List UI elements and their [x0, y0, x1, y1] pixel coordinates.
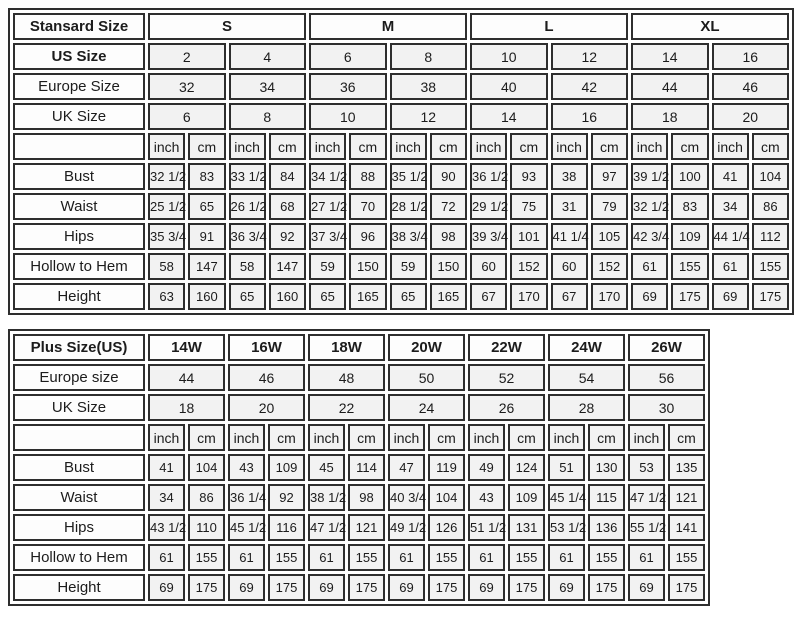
measurement-value: 175	[668, 574, 705, 601]
measurement-value: 175	[428, 574, 465, 601]
measurement-value: 109	[508, 484, 545, 511]
size-value: 6	[148, 103, 226, 130]
measurement-value: 35 3/4	[148, 223, 185, 250]
measurement-value: 155	[428, 544, 465, 571]
measurement-value: 97	[591, 163, 628, 190]
measurement-value: 61	[308, 544, 345, 571]
size-value: 14	[631, 43, 709, 70]
size-value: 40	[470, 73, 548, 100]
row-label: UK Size	[13, 394, 145, 421]
measurement-label: Waist	[13, 484, 145, 511]
measurement-value: 98	[348, 484, 385, 511]
measurement-value: 155	[671, 253, 708, 280]
size-value: 42	[551, 73, 629, 100]
unit-inch-label: inch	[712, 133, 749, 160]
measurement-value: 40 3/4	[388, 484, 425, 511]
measurement-value: 27 1/2	[309, 193, 346, 220]
size-value: 18	[148, 394, 225, 421]
measurement-value: 38	[551, 163, 588, 190]
table-row	[13, 334, 705, 361]
measurement-value: 35 1/2	[390, 163, 427, 190]
measurement-label: Height	[13, 574, 145, 601]
measurement-value: 147	[188, 253, 225, 280]
measurement-value: 34	[712, 193, 749, 220]
measurement-value: 38 1/2	[308, 484, 345, 511]
size-value: 38	[390, 73, 468, 100]
measurement-value: 150	[349, 253, 386, 280]
table-row	[13, 544, 705, 571]
size-value: 48	[308, 364, 385, 391]
measurement-value: 34	[148, 484, 185, 511]
measurement-value: 61	[712, 253, 749, 280]
measurement-value: 155	[508, 544, 545, 571]
measurement-value: 61	[631, 253, 668, 280]
table-row	[13, 424, 705, 451]
measurement-value: 136	[588, 514, 625, 541]
unit-cm-label: cm	[348, 424, 385, 451]
measurement-value: 34 1/2	[309, 163, 346, 190]
measurement-value: 58	[229, 253, 266, 280]
size-value: 12	[390, 103, 468, 130]
empty-cell	[13, 133, 145, 160]
measurement-value: 165	[430, 283, 467, 310]
measurement-value: 93	[510, 163, 547, 190]
measurement-value: 25 1/2	[148, 193, 185, 220]
size-value: 10	[309, 103, 387, 130]
table-row	[13, 133, 789, 160]
measurement-value: 69	[628, 574, 665, 601]
measurement-value: 69	[712, 283, 749, 310]
table-row	[13, 13, 789, 40]
measurement-value: 155	[348, 544, 385, 571]
measurement-value: 150	[430, 253, 467, 280]
standard-size-table	[8, 8, 794, 315]
measurement-value: 61	[628, 544, 665, 571]
table-row	[13, 163, 789, 190]
size-value: 30	[628, 394, 705, 421]
unit-inch-label: inch	[631, 133, 668, 160]
measurement-value: 96	[349, 223, 386, 250]
size-group-header: 20W	[388, 334, 465, 361]
measurement-value: 121	[348, 514, 385, 541]
measurement-value: 152	[591, 253, 628, 280]
measurement-value: 41	[148, 454, 185, 481]
measurement-label: Hollow to Hem	[13, 544, 145, 571]
unit-cm-label: cm	[428, 424, 465, 451]
measurement-value: 86	[188, 484, 225, 511]
measurement-value: 31	[551, 193, 588, 220]
measurement-value: 39 1/2	[631, 163, 668, 190]
size-group-header: XL	[631, 13, 789, 40]
measurement-value: 45 1/4	[548, 484, 585, 511]
table-title: Stansard Size	[13, 13, 145, 40]
measurement-value: 115	[588, 484, 625, 511]
unit-cm-label: cm	[268, 424, 305, 451]
size-value: 20	[712, 103, 790, 130]
unit-cm-label: cm	[752, 133, 789, 160]
unit-inch-label: inch	[229, 133, 266, 160]
measurement-value: 92	[268, 484, 305, 511]
measurement-value: 104	[428, 484, 465, 511]
size-group-header: S	[148, 13, 306, 40]
measurement-value: 44 1/4	[712, 223, 749, 250]
row-label: Europe Size	[13, 73, 145, 100]
table-row	[13, 454, 705, 481]
size-value: 56	[628, 364, 705, 391]
measurement-value: 45	[308, 454, 345, 481]
unit-inch-label: inch	[388, 424, 425, 451]
measurement-value: 155	[668, 544, 705, 571]
measurement-value: 26 1/2	[229, 193, 266, 220]
measurement-value: 170	[591, 283, 628, 310]
measurement-value: 32 1/2	[631, 193, 668, 220]
measurement-value: 135	[668, 454, 705, 481]
measurement-value: 165	[349, 283, 386, 310]
measurement-value: 116	[268, 514, 305, 541]
measurement-value: 98	[430, 223, 467, 250]
size-value: 14	[470, 103, 548, 130]
measurement-label: Hips	[13, 514, 145, 541]
measurement-value: 61	[388, 544, 425, 571]
row-label: US Size	[13, 43, 145, 70]
size-group-header: 14W	[148, 334, 225, 361]
measurement-value: 90	[430, 163, 467, 190]
measurement-value: 69	[631, 283, 668, 310]
size-value: 22	[308, 394, 385, 421]
unit-inch-label: inch	[470, 133, 507, 160]
measurement-value: 126	[428, 514, 465, 541]
measurement-value: 59	[390, 253, 427, 280]
measurement-value: 53 1/2	[548, 514, 585, 541]
size-group-header: L	[470, 13, 628, 40]
measurement-value: 119	[428, 454, 465, 481]
measurement-value: 41	[712, 163, 749, 190]
measurement-value: 141	[668, 514, 705, 541]
measurement-value: 69	[308, 574, 345, 601]
table-row	[13, 574, 705, 601]
unit-inch-label: inch	[148, 133, 185, 160]
measurement-value: 41 1/4	[551, 223, 588, 250]
size-group-header: 18W	[308, 334, 385, 361]
measurement-value: 61	[548, 544, 585, 571]
measurement-value: 69	[468, 574, 505, 601]
size-group-header: 16W	[228, 334, 305, 361]
measurement-value: 38 3/4	[390, 223, 427, 250]
table-row	[13, 283, 789, 310]
measurement-value: 155	[588, 544, 625, 571]
measurement-value: 67	[470, 283, 507, 310]
empty-cell	[13, 424, 145, 451]
measurement-value: 104	[188, 454, 225, 481]
measurement-value: 58	[148, 253, 185, 280]
measurement-value: 39 3/4	[470, 223, 507, 250]
size-value: 34	[229, 73, 307, 100]
measurement-value: 114	[348, 454, 385, 481]
unit-cm-label: cm	[668, 424, 705, 451]
measurement-value: 86	[752, 193, 789, 220]
table-row	[13, 103, 789, 130]
measurement-value: 175	[671, 283, 708, 310]
measurement-value: 55 1/2	[628, 514, 665, 541]
measurement-value: 160	[188, 283, 225, 310]
measurement-value: 130	[588, 454, 625, 481]
size-value: 20	[228, 394, 305, 421]
measurement-value: 61	[228, 544, 265, 571]
measurement-value: 53	[628, 454, 665, 481]
table-row	[13, 484, 705, 511]
measurement-value: 83	[188, 163, 225, 190]
measurement-value: 59	[309, 253, 346, 280]
measurement-value: 63	[148, 283, 185, 310]
measurement-value: 47 1/2	[308, 514, 345, 541]
measurement-value: 112	[752, 223, 789, 250]
measurement-value: 124	[508, 454, 545, 481]
measurement-value: 43	[228, 454, 265, 481]
measurement-value: 43 1/2	[148, 514, 185, 541]
measurement-value: 69	[228, 574, 265, 601]
measurement-value: 105	[591, 223, 628, 250]
size-value: 52	[468, 364, 545, 391]
measurement-value: 43	[468, 484, 505, 511]
measurement-value: 79	[591, 193, 628, 220]
measurement-value: 175	[348, 574, 385, 601]
unit-cm-label: cm	[430, 133, 467, 160]
measurement-value: 92	[269, 223, 306, 250]
measurement-value: 65	[309, 283, 346, 310]
row-label: Europe size	[13, 364, 145, 391]
size-value: 32	[148, 73, 226, 100]
unit-inch-label: inch	[628, 424, 665, 451]
measurement-value: 28 1/2	[390, 193, 427, 220]
table-row	[13, 394, 705, 421]
table-row	[13, 364, 705, 391]
measurement-value: 42 3/4	[631, 223, 668, 250]
measurement-value: 37 3/4	[309, 223, 346, 250]
measurement-value: 29 1/2	[470, 193, 507, 220]
measurement-value: 175	[752, 283, 789, 310]
unit-inch-label: inch	[551, 133, 588, 160]
measurement-value: 152	[510, 253, 547, 280]
size-value: 6	[309, 43, 387, 70]
measurement-value: 175	[588, 574, 625, 601]
unit-cm-label: cm	[510, 133, 547, 160]
measurement-value: 170	[510, 283, 547, 310]
measurement-value: 47	[388, 454, 425, 481]
size-value: 16	[551, 103, 629, 130]
size-value: 10	[470, 43, 548, 70]
unit-cm-label: cm	[508, 424, 545, 451]
size-value: 24	[388, 394, 465, 421]
size-group-header: 26W	[628, 334, 705, 361]
measurement-value: 160	[269, 283, 306, 310]
measurement-value: 131	[508, 514, 545, 541]
size-value: 44	[631, 73, 709, 100]
measurement-value: 121	[668, 484, 705, 511]
measurement-value: 67	[551, 283, 588, 310]
measurement-value: 61	[148, 544, 185, 571]
size-value: 54	[548, 364, 625, 391]
measurement-value: 75	[510, 193, 547, 220]
table-row	[13, 514, 705, 541]
measurement-value: 61	[468, 544, 505, 571]
measurement-value: 49	[468, 454, 505, 481]
unit-cm-label: cm	[269, 133, 306, 160]
measurement-value: 72	[430, 193, 467, 220]
measurement-value: 110	[188, 514, 225, 541]
measurement-value: 83	[671, 193, 708, 220]
measurement-value: 51 1/2	[468, 514, 505, 541]
size-value: 8	[390, 43, 468, 70]
table-row	[13, 223, 789, 250]
measurement-value: 65	[188, 193, 225, 220]
table-row	[13, 43, 789, 70]
unit-inch-label: inch	[548, 424, 585, 451]
size-value: 26	[468, 394, 545, 421]
measurement-value: 32 1/2	[148, 163, 185, 190]
measurement-value: 60	[470, 253, 507, 280]
measurement-value: 47 1/2	[628, 484, 665, 511]
size-value: 28	[548, 394, 625, 421]
measurement-value: 49 1/2	[388, 514, 425, 541]
unit-cm-label: cm	[349, 133, 386, 160]
size-value: 8	[229, 103, 307, 130]
measurement-value: 68	[269, 193, 306, 220]
unit-inch-label: inch	[148, 424, 185, 451]
measurement-value: 36 1/4	[228, 484, 265, 511]
unit-inch-label: inch	[390, 133, 427, 160]
measurement-value: 65	[229, 283, 266, 310]
unit-cm-label: cm	[591, 133, 628, 160]
unit-inch-label: inch	[309, 133, 346, 160]
size-value: 44	[148, 364, 225, 391]
measurement-value: 109	[268, 454, 305, 481]
measurement-value: 88	[349, 163, 386, 190]
unit-inch-label: inch	[228, 424, 265, 451]
measurement-value: 33 1/2	[229, 163, 266, 190]
measurement-label: Bust	[13, 454, 145, 481]
measurement-value: 69	[148, 574, 185, 601]
table-row	[13, 73, 789, 100]
unit-cm-label: cm	[588, 424, 625, 451]
measurement-value: 70	[349, 193, 386, 220]
measurement-value: 36 3/4	[229, 223, 266, 250]
measurement-label: Height	[13, 283, 145, 310]
unit-inch-label: inch	[308, 424, 345, 451]
measurement-value: 155	[268, 544, 305, 571]
measurement-value: 101	[510, 223, 547, 250]
measurement-value: 45 1/2	[228, 514, 265, 541]
measurement-label: Bust	[13, 163, 145, 190]
size-group-header: 24W	[548, 334, 625, 361]
table-row	[13, 193, 789, 220]
table-row	[13, 253, 789, 280]
size-value: 16	[712, 43, 790, 70]
measurement-value: 147	[269, 253, 306, 280]
measurement-value: 69	[548, 574, 585, 601]
row-label: UK Size	[13, 103, 145, 130]
size-group-header: 22W	[468, 334, 545, 361]
measurement-value: 51	[548, 454, 585, 481]
unit-cm-label: cm	[188, 133, 225, 160]
size-group-header: M	[309, 13, 467, 40]
size-value: 50	[388, 364, 465, 391]
measurement-value: 65	[390, 283, 427, 310]
unit-cm-label: cm	[188, 424, 225, 451]
measurement-value: 91	[188, 223, 225, 250]
size-value: 2	[148, 43, 226, 70]
measurement-value: 84	[269, 163, 306, 190]
measurement-label: Hips	[13, 223, 145, 250]
measurement-label: Waist	[13, 193, 145, 220]
size-value: 4	[229, 43, 307, 70]
size-value: 12	[551, 43, 629, 70]
measurement-value: 155	[188, 544, 225, 571]
measurement-label: Hollow to Hem	[13, 253, 145, 280]
size-value: 46	[228, 364, 305, 391]
unit-inch-label: inch	[468, 424, 505, 451]
size-value: 46	[712, 73, 790, 100]
measurement-value: 175	[268, 574, 305, 601]
measurement-value: 104	[752, 163, 789, 190]
measurement-value: 175	[508, 574, 545, 601]
measurement-value: 155	[752, 253, 789, 280]
measurement-value: 69	[388, 574, 425, 601]
measurement-value: 109	[671, 223, 708, 250]
size-value: 18	[631, 103, 709, 130]
size-value: 36	[309, 73, 387, 100]
measurement-value: 175	[188, 574, 225, 601]
measurement-value: 60	[551, 253, 588, 280]
plus-size-table	[8, 329, 710, 606]
measurement-value: 36 1/2	[470, 163, 507, 190]
measurement-value: 100	[671, 163, 708, 190]
unit-cm-label: cm	[671, 133, 708, 160]
table-title: Plus Size(US)	[13, 334, 145, 361]
